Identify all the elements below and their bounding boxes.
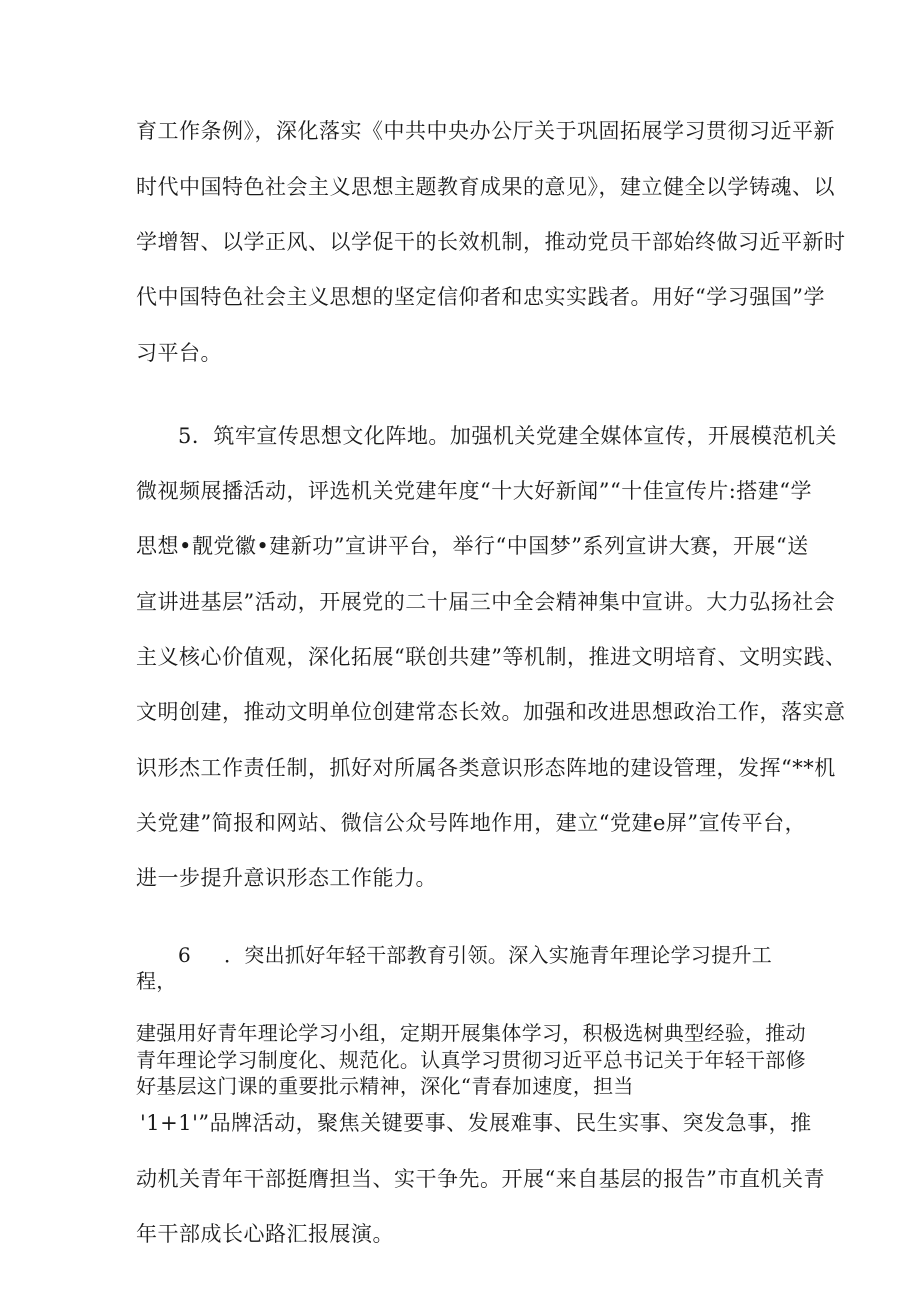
- text-line: 动机关青年干部挺膺担当、实干争先。开展“来自基层的报告”市直机关青: [136, 1167, 825, 1191]
- text-line: 进一步提升意识形态工作能力。: [136, 866, 437, 890]
- text-line: 文明创建，推动文明单位创建常态长效。加强和改进思想政治工作，落实意: [136, 700, 846, 724]
- text-line: 识形杰工作责任制，抓好对所属各类意识形态阵地的建设管理，发挥“**机: [136, 756, 836, 780]
- text-line: 建强用好青年理论学习小组，定期开展集体学习，积极选树典型经验，推动: [136, 1021, 806, 1045]
- text-line: 关党建”简报和网站、微信公众号阵地作用，建立“党建e屏”宣传平台，: [136, 811, 807, 835]
- text-line: 学增智、以学正风、以学促干的长效机制，推动党员干部始终做习近平新时: [136, 230, 846, 254]
- text-line: 育工作条例》，深化落实《中共中央办公厅关于巩固拓展学习贯彻习近平新: [136, 119, 835, 143]
- text-line: 5．筑牢宣传思想文化阵地。加强机关党建全媒体宣传，开展模范机关: [178, 424, 837, 448]
- text-line: 代中国特色社会主义思想的坚定信仰者和忠实实践者。用好“学习强国”学: [136, 285, 825, 309]
- text-line: 年干部成长心路汇报展演。: [136, 1222, 394, 1246]
- text-line: '1+1'”品牌活动，聚焦关键要事、发展难事、民生实事、突发急事，推: [140, 1111, 812, 1135]
- text-line: 好基层这门课的重要批示精神，深化“青春加速度，担当: [136, 1074, 634, 1098]
- text-line: 思想•靓党徽•建新功”宣讲平台，举行“中国梦”系列宣讲大赛，开展“送: [136, 534, 809, 558]
- text-line: 青年理论学习制度化、规范化。认真学习贯彻习近平总书记关于年轻干部修: [136, 1048, 806, 1072]
- text-line: 程，: [136, 969, 177, 993]
- section-number: 6: [178, 943, 192, 967]
- text-line: 微视频展播活动，评选机关党建年度“十大好新闻”“十佳宣传片:搭建“学: [136, 479, 813, 503]
- text-line: 习平台。: [136, 341, 222, 365]
- text-line: 主义核心价值观，深化拓展“联创共建”等机制，推进文明培育、文明实践、: [136, 645, 847, 669]
- text-line: 时代中国特色社会主义思想主题教育成果的意见》，建立健全以学铸魂、以: [136, 175, 835, 199]
- text-line: ．突出抓好年轻干部教育引领。深入实施青年理论学习提升工: [224, 943, 773, 967]
- text-line: 宣讲进基层”活动，开展党的二十届三中全会精神集中宣讲。大力弘扬社会: [136, 590, 836, 614]
